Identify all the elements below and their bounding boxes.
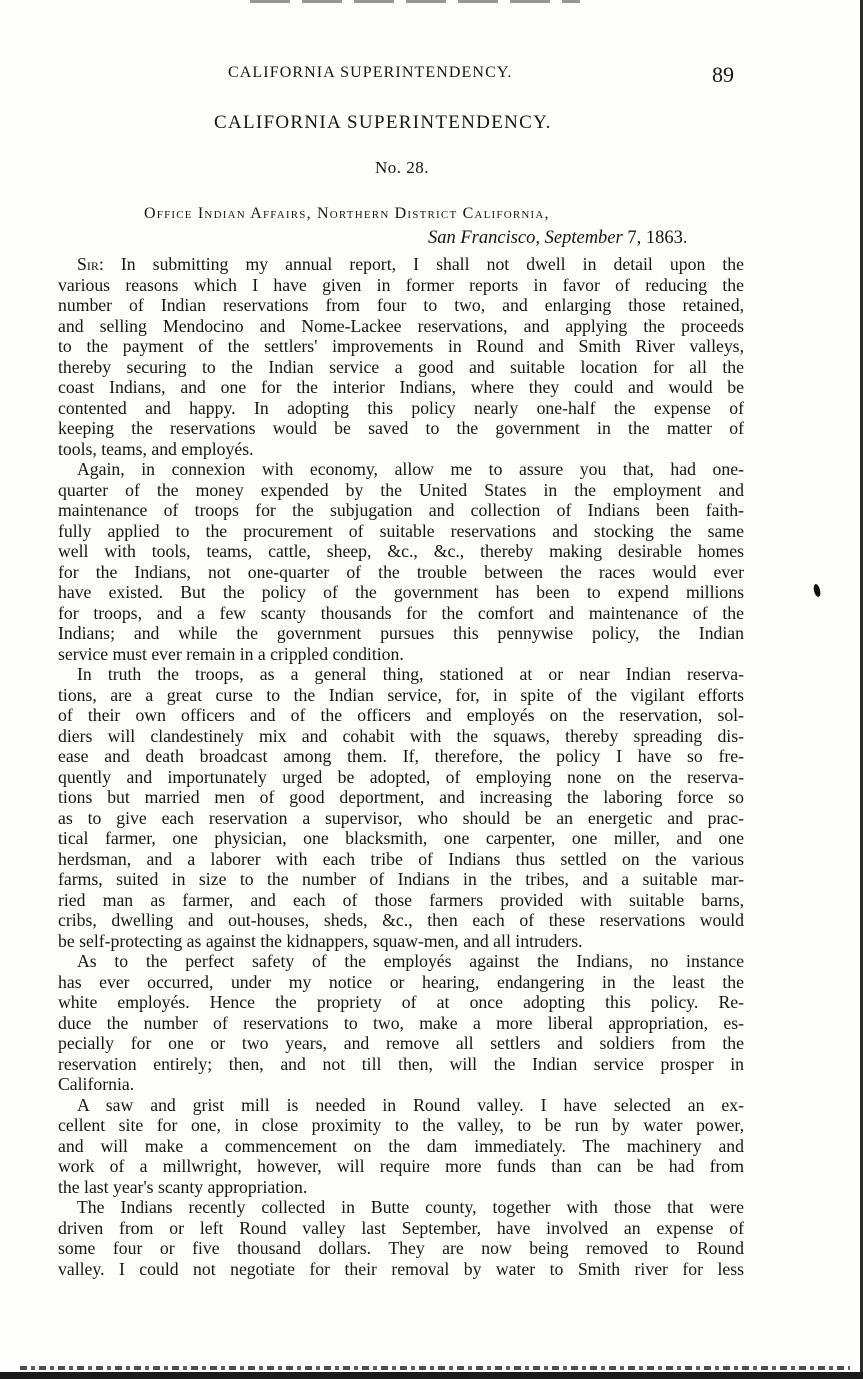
text-line: tools, teams, and employés. <box>58 438 254 459</box>
text-line: cellent site for one, in close proximity to the valley, to be run by water power, <box>58 1115 744 1135</box>
document-number: No. 28. <box>375 158 430 177</box>
text-line: valley. I could not negotiate for their removal by water to Smith river for less <box>58 1258 744 1279</box>
text-line: for troops, and a few scanty thousands for the comfort and maintenance of the <box>58 602 744 623</box>
top-scan-rule <box>250 0 580 3</box>
text-line: and will make a commencement on the dam immediately. The machinery and <box>58 1135 744 1156</box>
text-line: various reasons which I have given in former reports in favor of reducing the <box>58 274 744 295</box>
salutation: Sir: <box>77 254 104 274</box>
text-line: as to give each reservation a supervisor, who should be an energetic and prac- <box>58 807 744 828</box>
text-line: ried man as farmer, and each of those farmers provided with suitable barns, <box>58 889 744 910</box>
dateline-place: San Francisco, September <box>428 228 623 248</box>
text-line: tions but married men of good deportment, and increasing the laboring force so <box>58 787 744 807</box>
text-line: cribs, dwelling and out-houses, sheds, &c., then each of these reservations would <box>58 910 744 930</box>
text-line: tical farmer, one physician, one blacksmith, one carpenter, one miller, and one <box>58 828 744 848</box>
text-line: maintenance of troops for the subjugation and collection of Indians been faith- <box>58 500 744 520</box>
text-line: diers will clandestinely mix and cohabit with the squaws, thereby spreading dis- <box>58 725 744 746</box>
text-line: farms, suited in size to the number of Indians in the tribes, and a suitable mar- <box>58 869 744 889</box>
text-line: driven from or left Round valley last September, have involved an expense of <box>58 1217 744 1238</box>
text-line: keeping the reservations would be saved to the government in the matter of <box>58 418 744 438</box>
text-line: The Indians recently collected in Butte county, together with those that were <box>77 1197 744 1217</box>
text-line: of their own officers and of the officers and employés on the reservation, sol- <box>58 705 744 725</box>
text-line: be self-protecting as against the kidnappers, squaw-men, and all intruders. <box>58 930 583 951</box>
office-address-line: Office Indian Affairs, Northern District California, <box>144 205 550 222</box>
dateline <box>428 228 687 249</box>
text-line: fully applied to the procurement of suitable reservations and stocking the same <box>58 520 744 541</box>
letter-body <box>58 254 744 1279</box>
text-line: A saw and grist mill is needed in Round valley. I have selected an ex- <box>77 1094 744 1115</box>
text-line: Indians; and while the government pursues this pennywise policy, the Indian <box>58 623 744 643</box>
ink-blot-mark <box>813 584 822 598</box>
page-number: 89 <box>712 62 734 87</box>
text-line: some four or five thousand dollars. They are now being removed to Round <box>58 1238 744 1258</box>
text-line: has ever occurred, under my notice or hearing, endangering in the least the <box>58 971 744 992</box>
text-line: white employés. Hence the propriety of at once adopting this policy. Re- <box>58 992 744 1012</box>
text-line: number of Indian reservations from four to two, and enlarging those retained, <box>58 295 744 315</box>
text-line: for the Indians, not one-quarter of the trouble between the races would ever <box>58 561 744 582</box>
dateline-date: 7, 1863. <box>622 228 688 248</box>
text-line: work of a millwright, however, will require more funds than can be had from <box>58 1156 744 1176</box>
text-line: coast Indians, and one for the interior Indians, where they could and would be <box>58 377 744 397</box>
bottom-page-edge <box>0 1372 863 1379</box>
text-line: thereby securing to the Indian service a good and suitable location for all the <box>58 356 744 377</box>
text-line: pecially for one or two years, and remove all settlers and soldiers from the <box>58 1033 744 1053</box>
section-title: CALIFORNIA SUPERINTENDENCY. <box>214 112 552 133</box>
bottom-scan-artifact <box>20 1366 850 1370</box>
text-line: contented and happy. In adopting this policy nearly one-half the expense of <box>58 397 744 418</box>
text-line: and selling Mendocino and Nome-Lackee reservations, and applying the proceeds <box>58 315 744 336</box>
running-head: CALIFORNIA SUPERINTENDENCY. <box>228 64 513 81</box>
text-line: quarter of the money expended by the United States in the employment and <box>58 479 744 500</box>
text-line: California. <box>58 1074 135 1094</box>
text-line: In truth the troops, as a general thing, stationed at or near Indian reserva- <box>77 664 744 684</box>
text-line: reservation entirely; then, and not till then, will the Indian service prosper in <box>58 1053 744 1074</box>
text-line: Again, in connexion with economy, allow me to assure you that, had one- <box>77 459 744 479</box>
text-line: Sir: In submitting my annual report, I shall not dwell in detail upon the <box>77 254 744 274</box>
text-line: have existed. But the policy of the government has been to expend millions <box>58 582 744 602</box>
text-line: herdsman, and a laborer with each tribe of Indians thus settled on the various <box>58 848 744 869</box>
text-line: the last year's scanty appropriation. <box>58 1176 308 1197</box>
text-line: tions, are a great curse to the Indian service, for, in spite of the vigilant efforts <box>58 684 744 705</box>
text-line: service must ever remain in a crippled condition. <box>58 643 404 664</box>
text-line: well with tools, teams, cattle, sheep, &c., &c., thereby making desirable homes <box>58 541 744 561</box>
text-line: As to the perfect safety of the employés against the Indians, no instance <box>77 951 744 971</box>
text-line: duce the number of reservations to two, make a more liberal appropriation, es- <box>58 1012 744 1033</box>
text-line: ease and death broadcast among them. If, therefore, the policy I have so fre- <box>58 746 744 766</box>
text-line: to the payment of the settlers' improvements in Round and Smith River valleys, <box>58 336 744 356</box>
text-line: quently and importunately urged be adopted, of employing none on the reserva- <box>58 766 744 787</box>
